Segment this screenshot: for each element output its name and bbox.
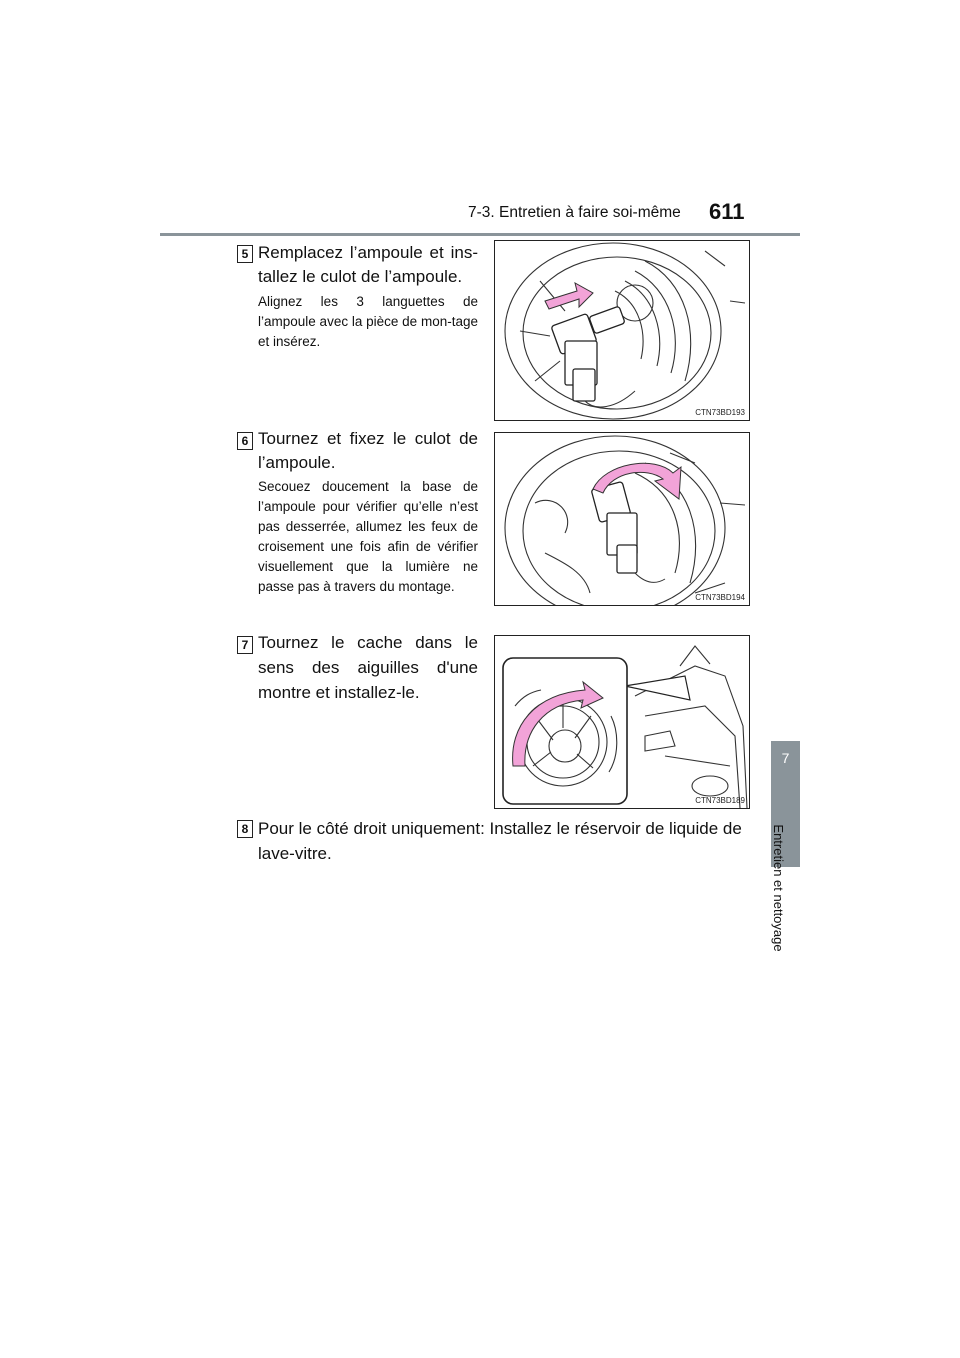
step-8-badge: 8: [237, 820, 253, 838]
step-5-title: Remplacez l’ampoule et ins-tallez le culot de l’ampoule.: [258, 243, 478, 286]
step-6-title: Tournez et fixez le culot de l’ampoule.: [258, 429, 478, 472]
step-7-title: Tournez le cache dans le sens des aiguilles d'une montre et installez-le.: [258, 633, 478, 702]
figure-code: CTN73BD193: [695, 408, 745, 417]
figure-code: CTN73BD194: [695, 593, 745, 602]
section-title: 7-3. Entretien à faire soi-même: [468, 204, 681, 221]
page-number: 611: [709, 199, 745, 224]
step-5-note: Alignez les 3 languettes de l’ampoule avec la pièce de mon-tage et insérez.: [258, 294, 478, 349]
header-divider: [160, 233, 800, 236]
figure-bulb-twist: [494, 432, 750, 606]
chapter-label-text: Entretien et nettoyage: [771, 824, 786, 952]
figure-code: CTN73BD189: [695, 796, 745, 805]
cover-install-illustration: [495, 636, 749, 808]
step-6-note: Secouez doucement la base de l’ampoule pour vérifier qu’elle n’est pas desserrée, allumez les feux de croisement une fois afin de vérifier visuellement que la lumière ne passe pas à travers du montage.: [258, 479, 478, 594]
chapter-number: 7: [781, 750, 790, 766]
bulb-twist-illustration: [495, 433, 749, 605]
step-5-badge: 5: [237, 245, 253, 263]
figure-cover-install: [494, 635, 750, 809]
figure-bulb-insert: [494, 240, 750, 421]
bulb-insert-illustration: [495, 241, 749, 420]
step-8-title: Pour le côté droit uniquement: Installez le réservoir de liquide de lave-vitre.: [258, 819, 742, 863]
step-6-badge: 6: [237, 432, 253, 450]
step-7-badge: 7: [237, 636, 253, 654]
